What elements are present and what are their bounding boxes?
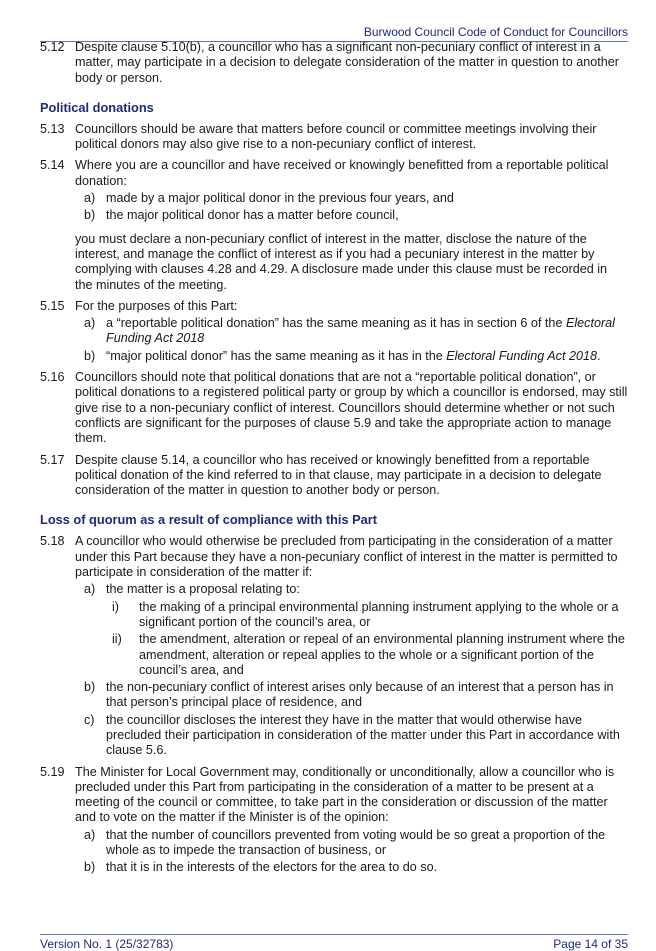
clause-5-18 <box>40 534 628 758</box>
sub-item-i: i) the making of a principal environmental planning instrument applying to the whole or a significant portion of the council’s area, or <box>112 599 619 629</box>
sub-item-b: b) “major political donor” has the same meaning as it has in the Electoral Funding Act 2018. <box>84 348 601 363</box>
clause-number: 5.13 <box>40 121 65 136</box>
sub-item-b: b) the non-pecuniary conflict of interest arises only because of an interest that a person has in that person’s principal place of residence, and <box>84 680 614 710</box>
clause-5-15 <box>40 299 628 364</box>
sub-item-ii: ii) the amendment, alteration or repeal of an environmental planning instrument where the amendment, alteration or repeal applies to the whole or a significant portion of the council’s area, and <box>112 632 625 677</box>
sub-item-a: a) that the number of councillors prevented from voting would be so great a proportion of the whole as to impede the transaction of business, or <box>84 827 606 858</box>
clause-text: The Minister for Local Government may, conditionally or unconditionally, allow a councillor who is precluded under this Part from participating in the consideration of a matter to be present at a meeting of the council or committee, to take part in the consideration or discussion of the matter and to vote on the matter if the Minister is of the opinion: <box>75 764 615 825</box>
clause-text: Where you are a councillor and have received or knowingly benefitted from a reportable political donation: <box>75 158 609 188</box>
clause-number: 5.18 <box>40 534 65 549</box>
act-citation: Electoral Funding Act 2018 <box>106 316 615 346</box>
version-number: Version No. 1 (25/32783) <box>40 937 174 951</box>
sub-item-a: a) a “reportable political donation” has the same meaning as it has in section 6 of the Electoral Funding Act 2018 <box>84 316 615 346</box>
clause-text: For the purposes of this Part: <box>75 298 238 313</box>
clause-continuation: you must declare a non-pecuniary conflict of interest in the matter, disclose the nature of the interest, and manage the conflict of interest as if you had a pecuniary interest in the matter by complying with clauses 4.28 and 4.29. A disclosure made under this clause must be recorded in the minutes of the meeting. <box>75 231 608 292</box>
clause-text: Councillors should be aware that matters before council or committee meetings involving their political donors may also give rise to a non-pecuniary conflict of interest. <box>75 121 597 152</box>
page-number: Page 14 of 35 <box>553 937 628 951</box>
clause-text: Councillors should note that political donations that are not a “reportable political donation”, or political donations to a registered political party or group by which a councillor is endorsed, may still give rise to a non-pecuniary conflict of interest. Councillors should determine whether or not such conflicts are significant for the purposes of clause 5.9 and take the appropriate action to manage them. <box>75 370 628 446</box>
clause-5-14 <box>40 158 628 292</box>
sub-item-c: c) the councillor discloses the interest they have in the matter that would otherwise have precluded their participation in consideration of the matter under this Part in accordance with clause 5.6. <box>84 712 620 758</box>
sub-item-b: b) that it is in the interests of the electors for the area to do so. <box>84 860 438 875</box>
clause-number: 5.19 <box>40 764 65 779</box>
clause-number: 5.12 <box>40 40 65 54</box>
act-citation: Electoral Funding Act 2018 <box>446 348 597 363</box>
section-heading-loss-of-quorum: Loss of quorum as a result of compliance with this Part <box>40 512 378 528</box>
clause-5-16 <box>40 370 628 446</box>
clause-number: 5.17 <box>40 452 65 467</box>
running-footer <box>40 934 628 951</box>
clause-text: Despite clause 5.10(b), a councillor who has a significant non-pecuniary conflict of interest in a matter, may participate in a decision to delegate consideration of the matter in question to another body or person. <box>75 40 619 85</box>
sub-item-a: a) made by a major political donor in the previous four years, and <box>84 191 454 206</box>
clause-number: 5.15 <box>40 298 65 313</box>
clause-5-12 <box>40 40 628 86</box>
clause-5-17 <box>40 453 628 499</box>
clause-number: 5.14 <box>40 158 65 173</box>
clause-text: Despite clause 5.14, a councillor who has received or knowingly benefitted from a reportable political donation of the kind referred to in that clause, may participate in a decision to delegate consideration of the matter in question to another body or person. <box>75 452 602 498</box>
clause-5-13 <box>40 122 628 153</box>
sub-item-b: b) the major political donor has a matter before council, <box>84 208 399 223</box>
clause-5-19 <box>40 765 628 876</box>
document-title: Burwood Council Code of Conduct for Councillors <box>363 25 628 39</box>
clause-number: 5.16 <box>40 370 65 385</box>
sub-item-a: a) the matter is a proposal relating to: <box>84 582 300 597</box>
clause-text: A councillor who would otherwise be precluded from participating in the consideration of a matter under this Part because they have a non-pecuniary conflict of interest in the matter is permitted to participate in consideration of the matter if: <box>75 534 618 580</box>
section-heading-political-donations: Political donations <box>40 99 154 115</box>
document-body <box>40 40 628 882</box>
